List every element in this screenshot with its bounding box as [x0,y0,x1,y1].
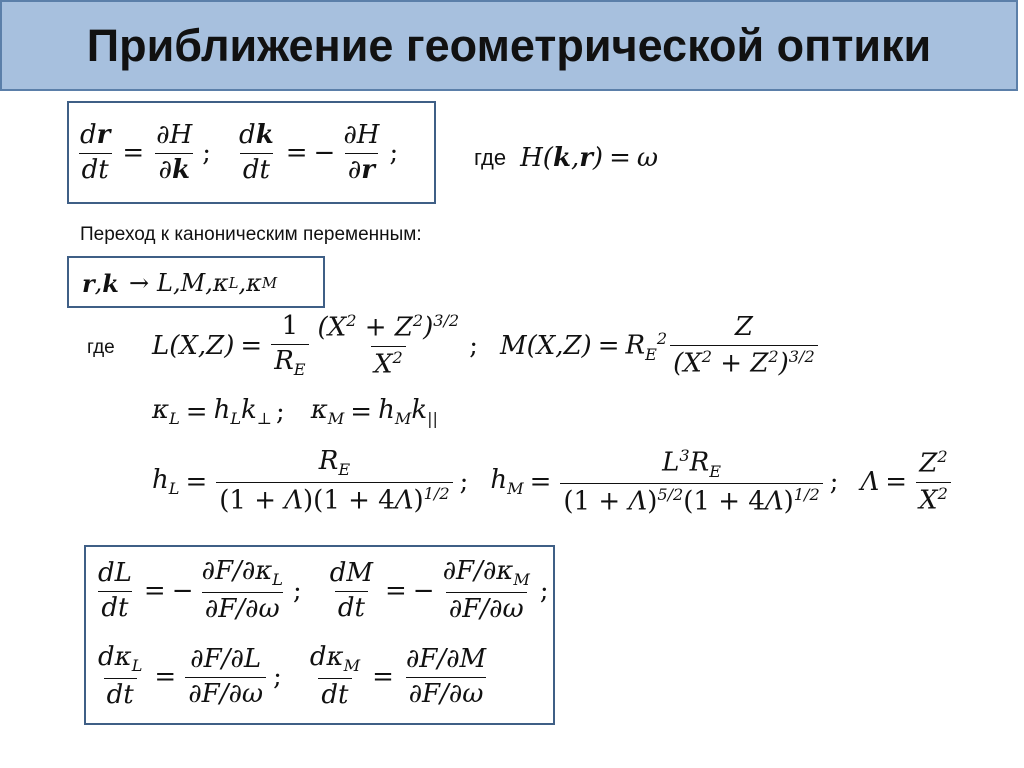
text-transition-label: Переход к каноническим переменным: [80,224,422,245]
where-label: где [474,145,507,170]
equation-kappa-definitions: $\kappa_L$ = $h_Lk_\perp$ ; $\kappa_M$ = $h_Mk_{||}$ [152,395,438,429]
title-bar [0,0,1018,91]
where-label-2: где [87,337,115,358]
equation-dkappaL-dkappaM: $\frac{d\kappa_L}{dt}$ = $\frac{\partial F/\partial L}{\partial F/\partial\omega}$ ; $\frac{d\kappa_M}{dt}$ = $\frac{\partial F/\partial M}{\partial F/\partial\omega}$ [98,642,487,710]
equation-dL-dM: $\frac{dL}{dt}$ = − $\frac{\partial F/\partial\kappa_L}{\partial F/\partial\omega}$ ; $\frac{dM}{dt}$ = − $\frac{\partial F/\partial\kappa_M}{\partial F/\partial\omega}$ ; [98,556,549,624]
equation-dispersion: где H(k,r) = ω [474,143,659,173]
equation-L-M-definitions: L(X,Z) = $\frac{1}{R_E}$ $\frac{(X^2 + Z^2)^{3/2}}{X^2}$ ; M(X,Z) = $R_E^2$ $\frac{Z}{(X^2 + Z^2)^{3/2}}$ [152,308,821,384]
page-title: Приближение геометрической оптики [86,19,932,71]
equation-mapping: r , k → L,M,κ L ,κ M [82,268,278,298]
equation-hamilton: $\frac{dr}{dt}$ = $\frac{\partial H}{\partial k}$ ; $\frac{dk}{dt}$ = − $\frac{\partial H}{\partial r}$ ; [80,119,399,185]
equation-h-lambda-definitions: $h_L$ = $\frac{R_E}{(1 + \Lambda)(1 + 4\Lambda)^{1/2}}$ ; $h_M$ = $\frac{L^3R_E}{(1 + \Lambda)^{5/2}(1 + 4\Lambda)^{1/2}}$ ; Λ = $\frac{Z^2}{X^2}$ [152,444,954,520]
